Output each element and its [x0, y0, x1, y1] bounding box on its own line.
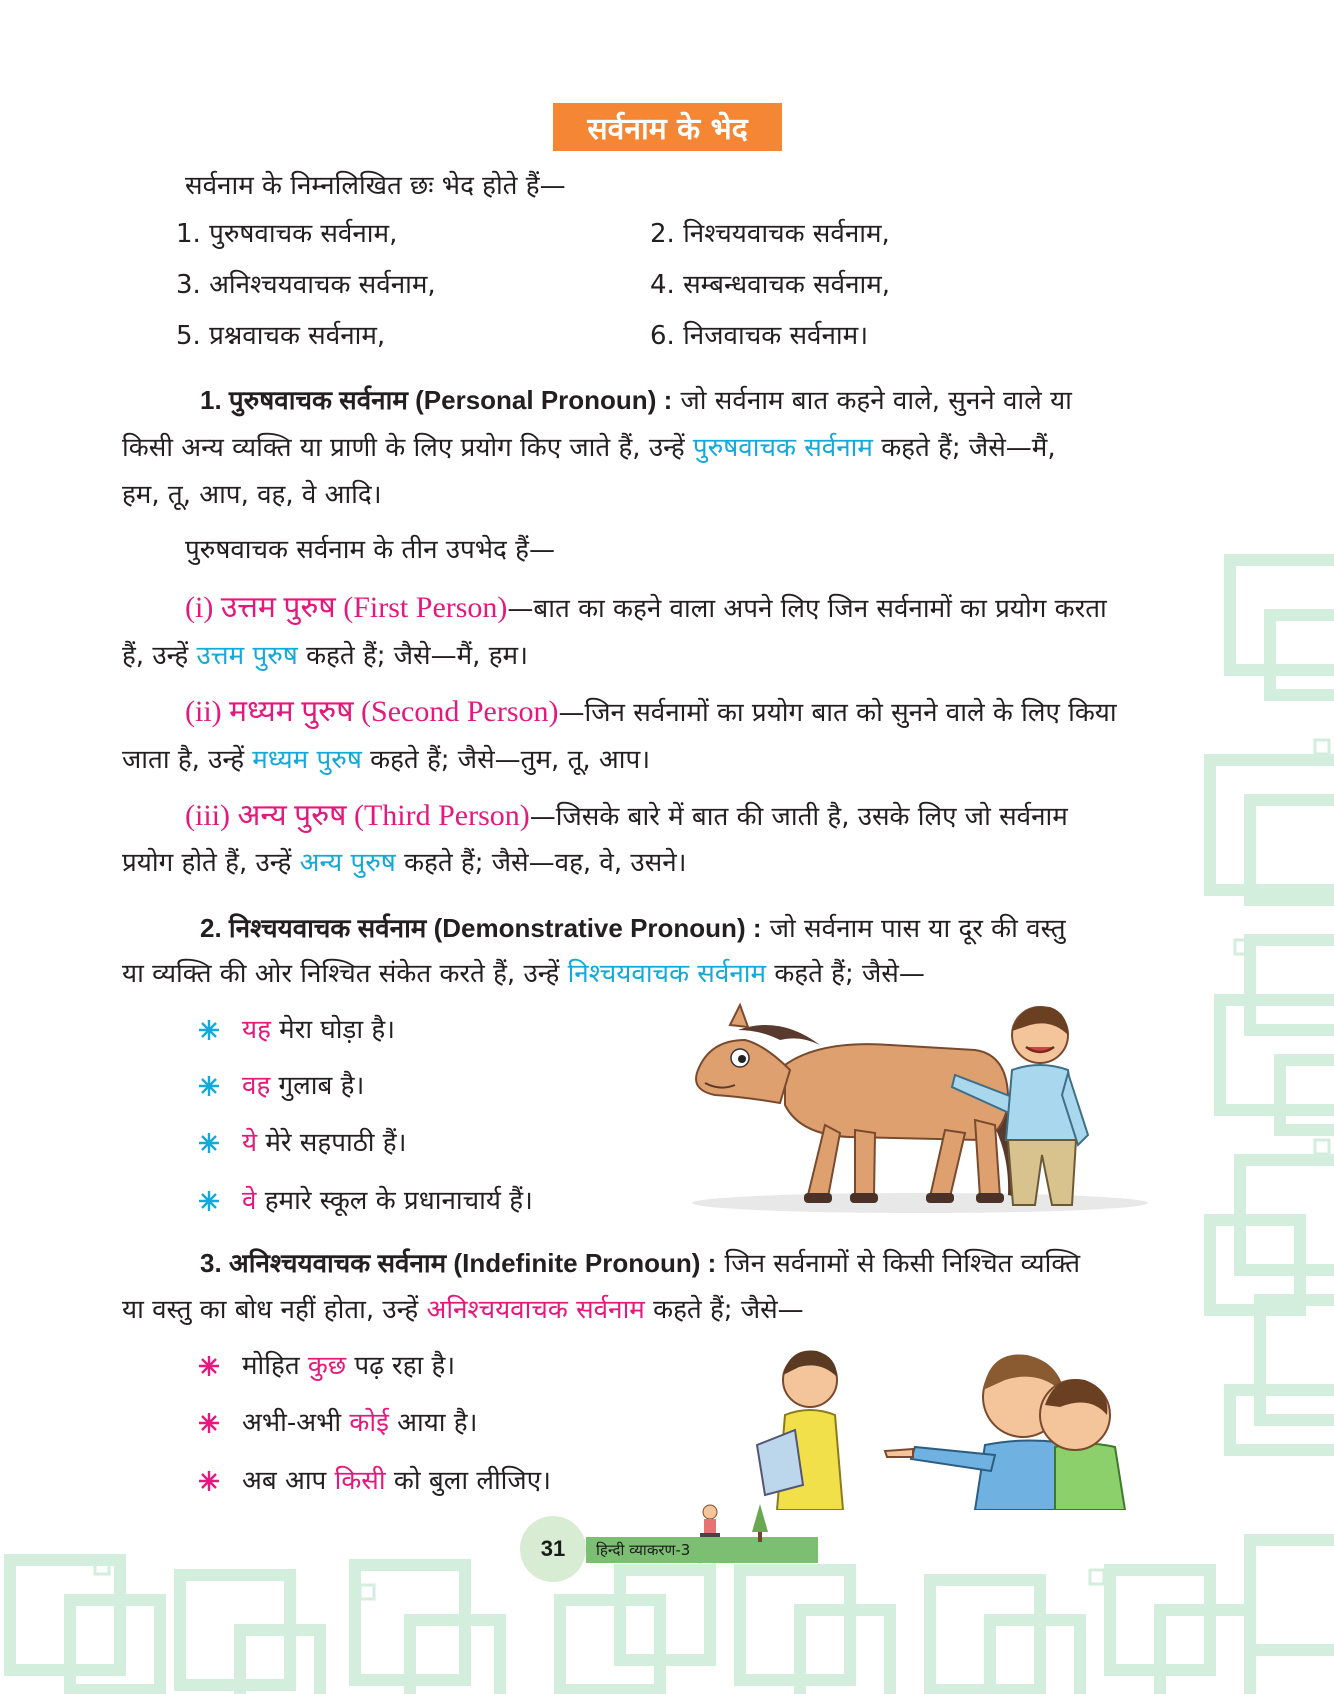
highlight-pronoun: ये	[242, 1128, 258, 1158]
highlight-term: अनिश्चयवाचक सर्वनाम	[426, 1295, 645, 1325]
highlight-pronoun: कुछ	[307, 1351, 347, 1381]
highlight-pronoun: वह	[242, 1071, 271, 1101]
demonstrative-example-3	[242, 1123, 406, 1163]
asterisk-bullet-icon	[198, 1355, 220, 1377]
text-run: प्रयोग होते हैं, उन्हें	[122, 848, 292, 878]
text-run: जो सर्वनाम पास या दूर की वस्तु	[769, 914, 1066, 944]
text-run: कहते हैं; जैसे—	[653, 1295, 804, 1325]
text-run: या वस्तु का बोध नहीं होता, उन्हें	[122, 1295, 419, 1325]
section-heading-personal: 1. पुरुषवाचक सर्वनाम (Personal Pronoun) :	[200, 385, 673, 415]
text-run: हैं, उन्हें	[122, 641, 189, 671]
indefinite-example-1	[242, 1346, 455, 1386]
text-run: कहते हैं; जैसे—वह, वे, उसने।	[404, 848, 687, 878]
text-run: पढ़ रहा है।	[354, 1351, 456, 1381]
text-run: —जिन सर्वनामों का प्रयोग बात को सुनने वाले के लिए किया	[558, 698, 1117, 728]
text-run: कहते हैं; जैसे—मैं, हम।	[306, 641, 528, 671]
text-run: —बात का कहने वाला अपने लिए जिन सर्वनामों का प्रयोग करता	[507, 594, 1107, 624]
asterisk-bullet-icon	[198, 1075, 220, 1097]
section-title: सर्वनाम के भेद	[553, 103, 782, 151]
text-run: अब आप	[242, 1466, 327, 1496]
highlight-pronoun: यह	[242, 1015, 271, 1045]
indefinite-pronoun-line-1	[200, 1243, 1080, 1284]
text-run: —जिसके बारे में बात की जाती है, उसके लिए जो सर्वनाम	[529, 802, 1068, 832]
text-run: को बुला लीजिए।	[393, 1466, 551, 1496]
highlight-term: उत्तम पुरुष	[196, 641, 298, 671]
text-run: मेरे सहपाठी हैं।	[265, 1128, 407, 1158]
text-run: गुलाब है।	[278, 1071, 365, 1101]
highlight-term: अन्य पुरुष	[299, 848, 396, 878]
third-person-label: (iii) अन्य पुरुष (Third Person)	[185, 799, 530, 832]
highlight-pronoun: वे	[242, 1186, 257, 1216]
first-person-line-2	[122, 636, 528, 676]
text-run: आया है।	[397, 1408, 478, 1438]
text-run: अभी-अभी	[242, 1408, 342, 1438]
text-run: जिन सर्वनामों से किसी निश्चित व्यक्ति	[724, 1249, 1081, 1279]
type-item-2: 2. निश्चयवाचक सर्वनाम,	[650, 219, 890, 249]
second-person-label: (ii) मध्यम पुरुष (Second Person)	[185, 695, 559, 728]
indefinite-pronoun-line-2	[122, 1290, 804, 1330]
section-heading-demonstrative: 2. निश्चयवाचक सर्वनाम (Demonstrative Pronoun) :	[200, 913, 762, 943]
highlight-pronoun: कोई	[349, 1408, 389, 1438]
text-run: कहते हैं; जैसे—मैं,	[881, 433, 1056, 463]
second-person-line-1	[185, 692, 1117, 733]
second-person-line-2	[122, 740, 650, 780]
text-run: हमारे स्कूल के प्रधानाचार्य हैं।	[264, 1186, 533, 1216]
demonstrative-example-4	[242, 1181, 533, 1221]
demonstrative-pronoun-line-1	[200, 908, 1066, 949]
highlight-pronoun: किसी	[334, 1466, 386, 1496]
highlight-term: निश्चयवाचक सर्वनाम	[567, 959, 767, 989]
demonstrative-pronoun-line-2	[122, 954, 925, 994]
type-item-3: 3. अनिश्चयवाचक सर्वनाम,	[176, 270, 436, 300]
third-person-line-2	[122, 843, 687, 883]
text-run: जाता है, उन्हें	[122, 745, 245, 775]
indefinite-example-2	[242, 1403, 477, 1443]
text-run: कहते हैं; जैसे—	[774, 959, 925, 989]
asterisk-bullet-icon	[198, 1190, 220, 1212]
page-number: 31	[540, 1536, 566, 1561]
demonstrative-example-1	[242, 1010, 395, 1050]
text-run: किसी अन्य व्यक्ति या प्राणी के लिए प्रयोग किए जाते हैं, उन्हें	[122, 433, 685, 463]
book-title-tag: हिन्दी व्याकरण-3	[586, 1537, 818, 1563]
section-heading-indefinite: 3. अनिश्चयवाचक सर्वनाम (Indefinite Pronoun) :	[200, 1248, 717, 1278]
text-run: जो सर्वनाम बात कहने वाले, सुनने वाले या	[680, 386, 1072, 416]
kids-pointing-illustration	[755, 1335, 1195, 1510]
personal-pronoun-paragraph-line-2	[122, 428, 1056, 468]
text-run: कहते हैं; जैसे—तुम, तू, आप।	[370, 745, 651, 775]
text-run: मोहित	[242, 1351, 300, 1381]
type-item-4: 4. सम्बन्धवाचक सर्वनाम,	[650, 270, 891, 300]
first-person-line-1	[185, 588, 1107, 629]
personal-pronoun-paragraph-line-3: हम, तू, आप, वह, वे आदि।	[122, 480, 382, 510]
type-item-6: 6. निजवाचक सर्वनाम।	[650, 321, 869, 351]
asterisk-bullet-icon	[198, 1470, 220, 1492]
highlight-term: पुरुषवाचक सर्वनाम	[692, 433, 873, 463]
text-run: या व्यक्ति की ओर निश्चित संकेत करते हैं, उन्हें	[122, 959, 560, 989]
personal-pronoun-paragraph-line-1	[200, 380, 1072, 421]
third-person-line-1	[185, 796, 1068, 837]
asterisk-bullet-icon	[198, 1132, 220, 1154]
first-person-label: (i) उत्तम पुरुष (First Person)	[185, 591, 508, 624]
type-item-5: 5. प्रश्नवाचक सर्वनाम,	[176, 321, 386, 351]
page-number-badge	[520, 1516, 586, 1582]
demonstrative-example-2	[242, 1066, 364, 1106]
text-run: मेरा घोड़ा है।	[279, 1015, 396, 1045]
asterisk-bullet-icon	[198, 1019, 220, 1041]
footer-kid-illustration	[690, 1502, 780, 1544]
type-item-1: 1. पुरुषवाचक सर्वनाम,	[176, 219, 398, 249]
highlight-term: मध्यम पुरुष	[252, 745, 362, 775]
intro-text: सर्वनाम के निम्नलिखित छः भेद होते हैं—	[185, 171, 566, 201]
personal-subtypes-intro: पुरुषवाचक सर्वनाम के तीन उपभेद हैं—	[185, 535, 555, 565]
horse-and-boy-illustration	[690, 995, 1150, 1217]
indefinite-example-3	[242, 1461, 551, 1501]
asterisk-bullet-icon	[198, 1412, 220, 1434]
